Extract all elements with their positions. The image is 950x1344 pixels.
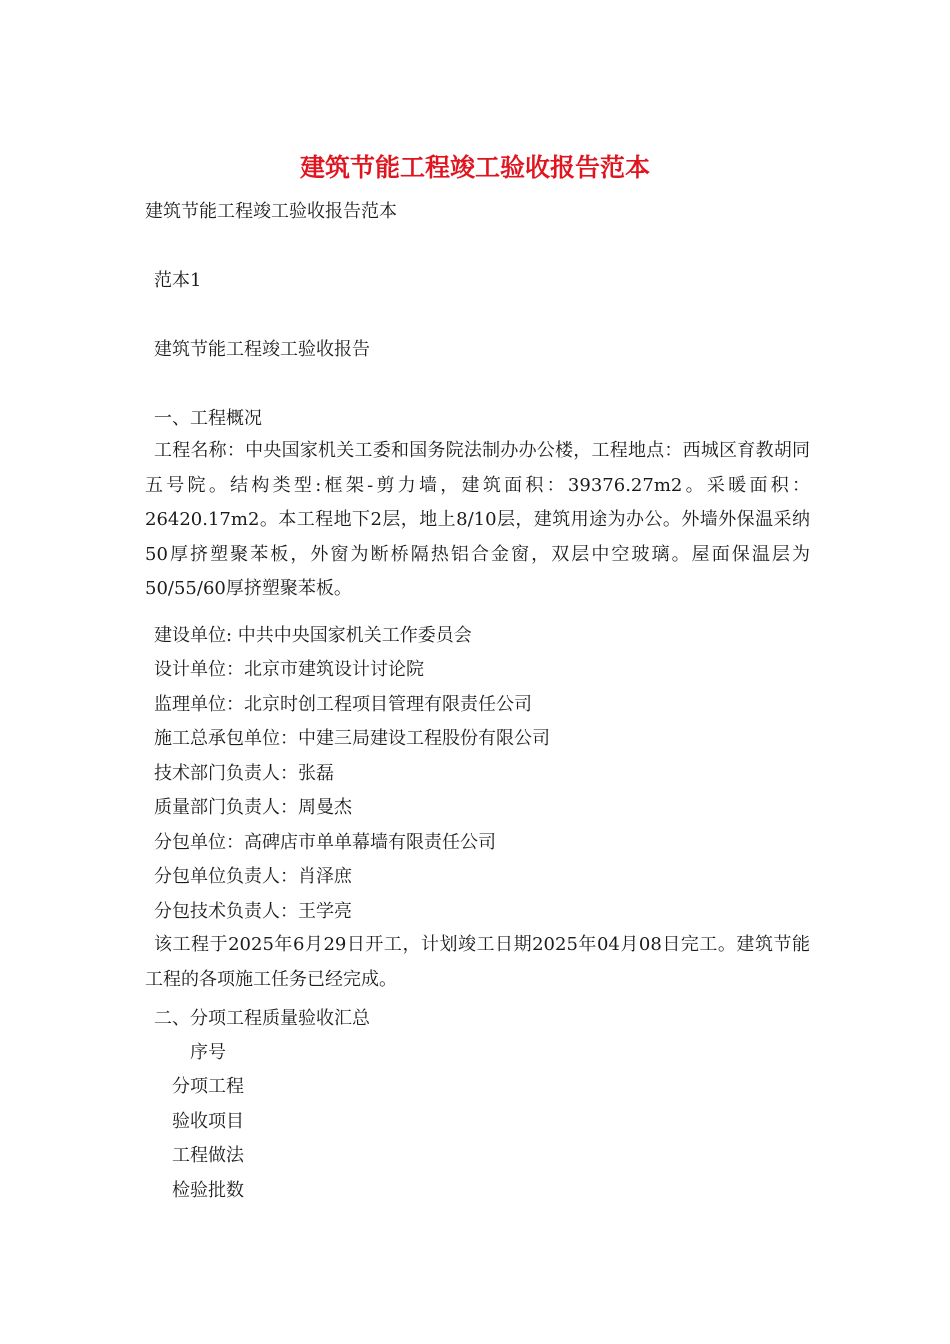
field-general-contractor: 施工总承包单位：中建三局建设工程股份有限公司 bbox=[154, 728, 550, 749]
field-subcontractor-manager: 分包单位负责人：肖泽庶 bbox=[154, 866, 352, 887]
report-title: 建筑节能工程竣工验收报告 bbox=[154, 339, 370, 360]
field-subcontractor-technical-lead: 分包技术负责人：王学亮 bbox=[154, 901, 352, 922]
field-supervision-unit: 监理单位：北京时创工程项目管理有限责任公司 bbox=[154, 694, 532, 715]
schedule-paragraph: 该工程于2025年6月29日开工，计划竣工日期2025年04月08日完工。建筑节能工程的各项施工任务已经完成。 bbox=[145, 934, 810, 990]
document-title: 建筑节能工程竣工验收报告范本 bbox=[299, 153, 650, 182]
section-heading-overview: 一、工程概况 bbox=[154, 408, 262, 429]
section-heading-summary: 二、分项工程质量验收汇总 bbox=[154, 1008, 370, 1029]
table-header-subitem: 分项工程 bbox=[172, 1076, 244, 1097]
field-construction-unit: 建设单位: 中共中央国家机关工作委员会 bbox=[154, 625, 472, 646]
table-header-batch-count: 检验批数 bbox=[172, 1180, 244, 1201]
table-header-method: 工程做法 bbox=[172, 1145, 244, 1166]
project-overview-paragraph: 工程名称：中央国家机关工委和国务院法制办办公楼，工程地点：西城区育教胡同五号院。结构类型:框架-剪力墙，建筑面积：39376.27m2。采暖面积：26420.17m2。本工程地下2层，地上8/10层，建筑用途为办公。外墙外保温采纳50厚挤塑聚苯板，外窗为断桥隔热铝合金窗，双层中空玻璃。屋面保温层为50/55/60厚挤塑聚苯板。 bbox=[145, 440, 810, 599]
field-design-unit: 设计单位：北京市建筑设计讨论院 bbox=[154, 659, 424, 680]
document-subtitle: 建筑节能工程竣工验收报告范本 bbox=[145, 201, 397, 222]
sample-label: 范本1 bbox=[154, 270, 202, 291]
field-quality-manager: 质量部门负责人：周曼杰 bbox=[154, 797, 352, 818]
table-header-index: 序号 bbox=[190, 1042, 226, 1063]
field-technical-manager: 技术部门负责人：张磊 bbox=[154, 763, 334, 784]
table-header-acceptance-item: 验收项目 bbox=[172, 1111, 244, 1132]
field-subcontractor: 分包单位：高碑店市单单幕墙有限责任公司 bbox=[154, 832, 496, 853]
